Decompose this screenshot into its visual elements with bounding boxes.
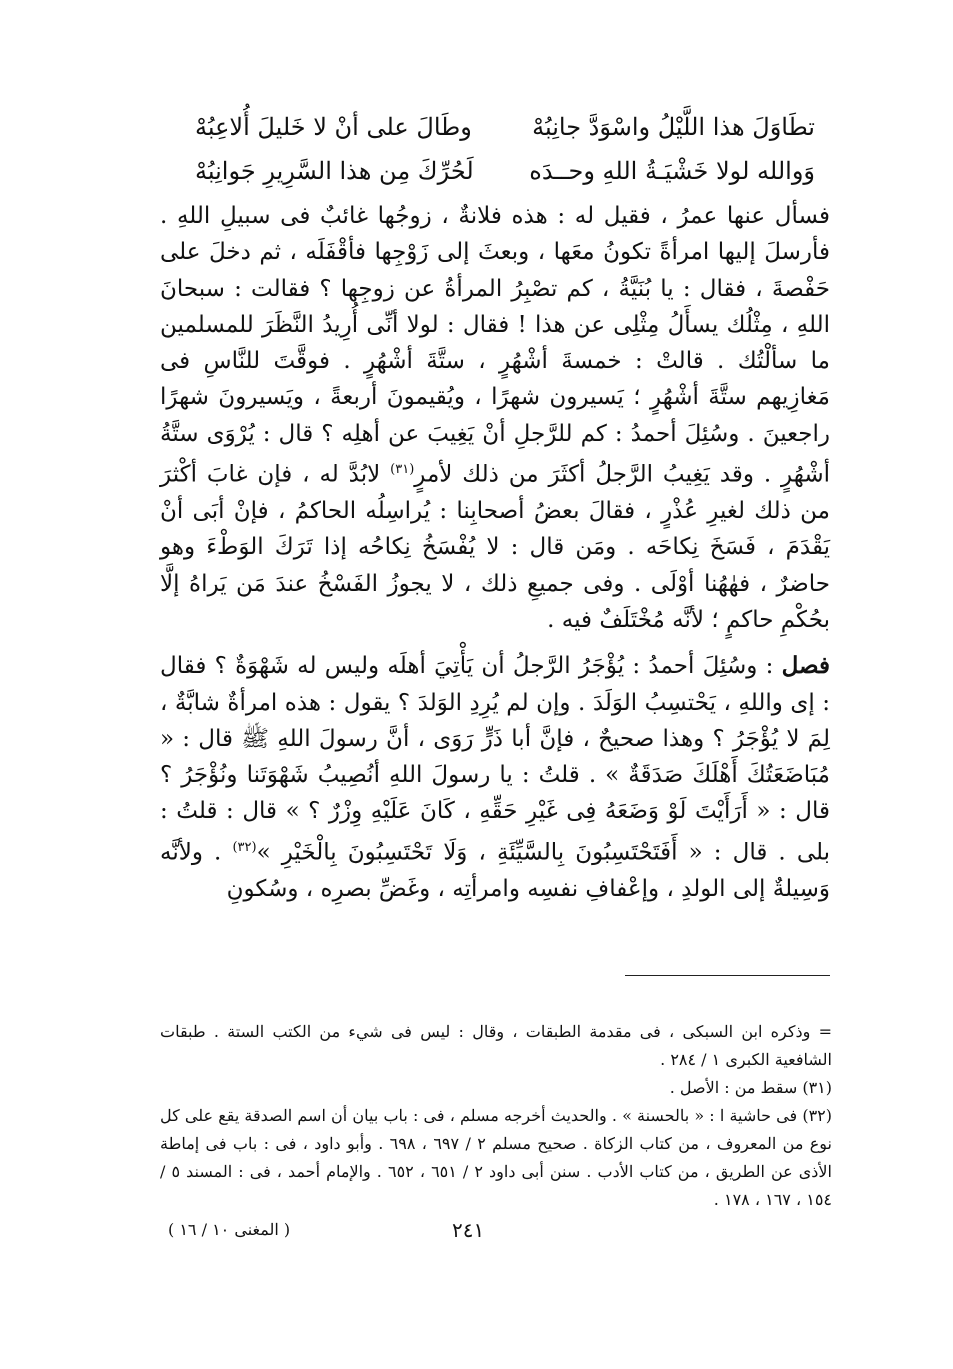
poem-line-2 bbox=[195, 148, 815, 194]
footnotes bbox=[160, 1018, 832, 1214]
paragraph bbox=[160, 198, 830, 638]
paragraph-text: لابُدَّ له ، فإن غابَ أكْثرَ من ذلك لغيرِ عُذْرٍ ، فقالَ بعضُ أصحابِنا : يُراسِلُه الحاكمُ ، فإنْ أبَى أنْ يَقْدَمَ ، فَسَخَ نِكاحَه . ومَن قال : لا يُفْسَخُ نِكاحُه إذا تَرَكَ الوَطْءَ وهو حاضرٌ ، فهٰهُنا أوْلَى . وفى جميعِ ذلك ، لا يجوزُ الفَسْخُ عندَ مَن يَراهُ إلَّا بحُكْمِ حاكمٍ ؛ لأنَّه مُخْتَلَفٌ فيه . bbox=[160, 461, 830, 633]
volume-reference: ( المغنى ١٠ / ١٦ ) bbox=[168, 1220, 291, 1239]
poem-hemistich-right: تطَاوَلَ هذا اللَّيْلُ واسْوَدَّ جانِبُهْ bbox=[532, 113, 815, 141]
footnote: = وذكره ابن السبكى ، فى مقدمة الطبقات ، وقال : ليس فى شيء من الكتب الستة . طبقات الشافعية الكبرى ١ / ٢٨٤ . bbox=[160, 1022, 832, 1069]
section-label: فصل bbox=[781, 652, 830, 680]
footnote: (٣١) سقط من : الأصل . bbox=[669, 1078, 832, 1097]
poem-hemistich-left: وطَالَ على أنْ لا خَليلَ أُلاعِبُهْ bbox=[195, 113, 472, 141]
poem bbox=[195, 100, 815, 200]
footnote: (٣٢) فى حاشية ا : « بالحسنة » . والحديث أخرجه مسلم ، فى : باب بيان أن اسم الصدقة يقع على كل نوع من المعروف ، من كتاب الزكاة . صحيح مسلم ٢ / ٦٩٧ ، ٦٩٨ . وأبو داود ، فى : باب فى إماطة الأذى عن الطريق ، من كتاب الأدب . سنن أبى داود ٢ / ٦٥١ ، ٦٥٢ . والإمام أحمد ، فى : المسند ٥ / ١٥٤ ، ١٦٧ ، ١٧٨ . bbox=[160, 1106, 833, 1209]
poem-hemistich-left: لَحُرِّكَ مِن هذا السَّرِيرِ جَوانِبُهْ bbox=[195, 157, 474, 185]
paragraph bbox=[160, 648, 830, 907]
poem-hemistich-right: وَوالله لولا خَشْيَـةُ اللهِ وحــدَه bbox=[529, 157, 815, 185]
footnote-marker: (٣٢) bbox=[232, 839, 257, 855]
page-number: ٢٤١ bbox=[452, 1218, 485, 1242]
poem-line-1 bbox=[195, 104, 815, 150]
footnote-marker: (٣١) bbox=[390, 462, 415, 478]
main-text bbox=[160, 198, 830, 907]
paragraph-text: فسأل عنها عمرُ ، فقيل له : هذه فلانةٌ ، زوجُها غائبٌ فى سبيلِ اللهِ . فأرسلَ إليها امرأةً تكونُ معَها ، وبعثَ إلى زَوْجِها فأقْفَلَه ، ثم دخلَ على حَفْصةَ ، فقال : يا بُنَيَّةُ ، كم تصْبِرُ المرأةُ عن زوجِها ؟ فقالت : سبحانَ اللهِ ، مِثْلُك يسأَلُ مِثْلِى عن هذا ! فقال : لولا أنِّى أُرِيدُ النَّظَرَ للمسلمين ما سألْتُك . قالتْ : خمسةَ أشْهُرٍ ، ستَّةَ أشْهُرٍ . فوقَّتَ للنَّاسِ فى مَغازِيهم ستَّةَ أشْهُرٍ ؛ يَسيرون شهرًا ، ويُقيمونَ أربعةً ، ويَسيرونَ شهرًا راجعينَ . وسُئِلَ أحمدُ : كم للرَّجلِ أنْ يَغِيبَ عن أهلِه ؟ قال : يُرْوَى ستَّةُ أشْهُرٍ . وقد يَغِيبُ الرَّجلُ أكثَرَ من ذلك لأمرٍ bbox=[160, 203, 830, 488]
paragraph-text: . ولأنَّه وَسِيلةٌ إلى الولدِ ، وإعْفافِ نفسِه وامرأتِه ، وغَضِّ بصرِه ، وسُكونِ bbox=[160, 839, 830, 902]
footnote-divider bbox=[625, 975, 830, 976]
paragraph-text: : وسُئِلَ أحمدُ : يُؤْجَرُ الرَّجلُ أن يَأْتِيَ أهلَه وليس له شَهْوَةٌ ؟ فقال : إى واللهِ ، يَحْتسِبُ الوَلَدَ . وإن لم يُرِدِ الوَلدَ ؟ يقول : هذه امرأةٌ شابَّةٌ ، لِمَ لا يُؤْجَرُ ؟ وهذا صحيحٌ ، فإنَّ أبا ذَرٍّ رَوَى ، أنَّ رسولَ اللهِ ﷺ قال : « مُبَاضَعَتُكَ أَهْلَكَ صَدَقَةٌ » . قلتُ : يا رسولَ اللهِ أنُصِيبُ شَهْوَتَنا ونُؤْجَرُ ؟ قال : « أَرَأَيْتَ لَوْ وَضَعَهُ فِى غَيْرِ حَقِّهِ ، كَانَ عَلَيْهِ وِزْرٌ ؟ » قال : قلتُ : بلى . قال : « أَفَتَحْتَسِبُونَ بِالسَّيِّئَةِ ، وَلَا تَحْتَسِبُونَ بِالْخَيْرِ » bbox=[160, 653, 831, 866]
